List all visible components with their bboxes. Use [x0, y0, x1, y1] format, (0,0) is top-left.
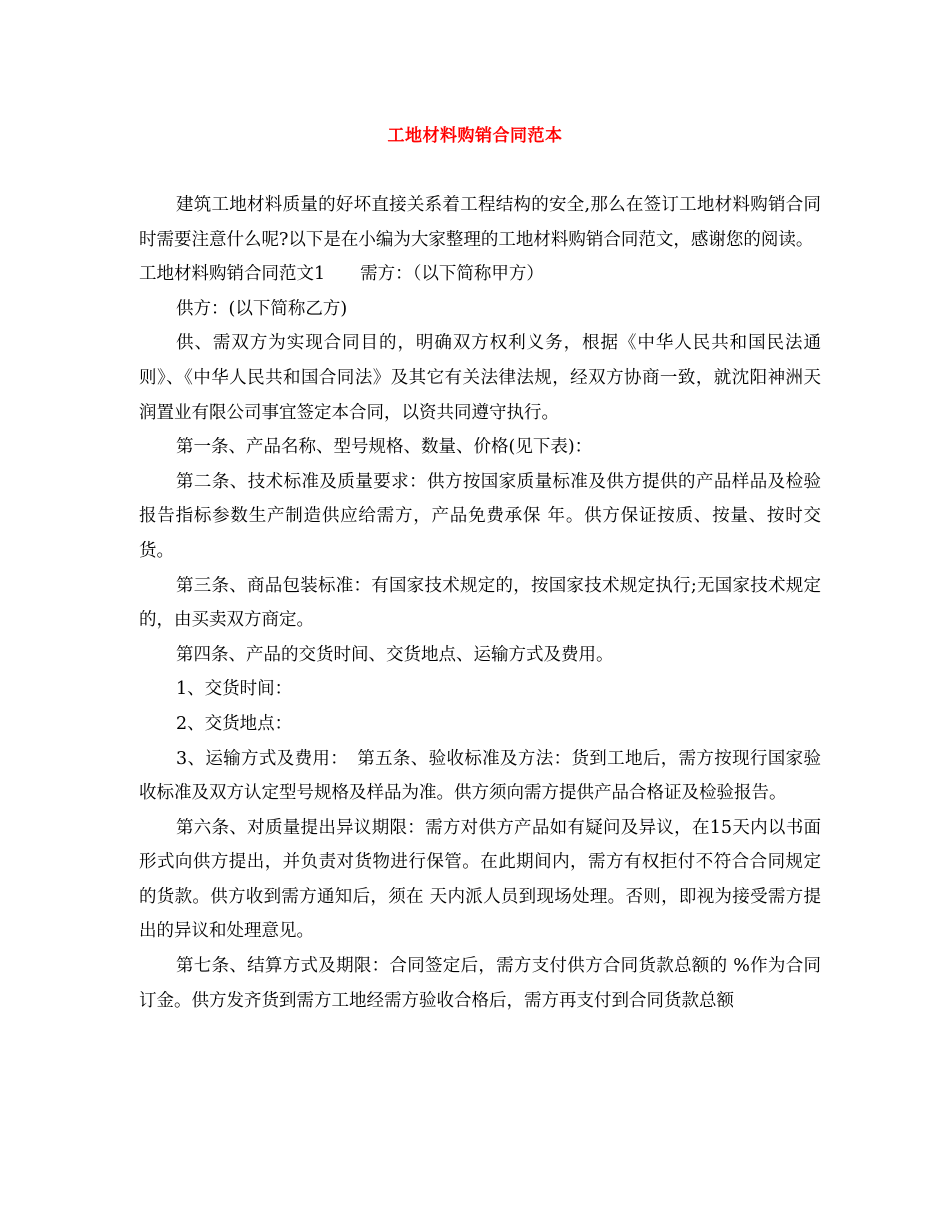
delivery-location-paragraph: 2、交货地点： — [176, 713, 293, 734]
article-2-paragraph: 第二条、技术标准及质量要求：供方按国家质量标准及供方提供的产品样品及检验报告指标参数生产制造供应给需方，产品免费承保 年。供方保证按质、按量、按时交货。 — [139, 471, 821, 561]
document-body — [139, 188, 821, 1018]
article-6-paragraph: 第六条、对质量提出异议期限：需方对供方产品如有疑问及异议，在15天内以书面形式向供方提出，并负责对货物进行保管。在此期间内，需方有权拒付不符合合同规定的货款。供方收到需方通知后，须在 天内派人员到现场处理。否则，即视为接受需方提出的异议和处理意见。 — [139, 817, 821, 942]
supplier-paragraph: 供方：(以下简称乙方) — [176, 298, 348, 319]
document-title: 工地材料购销合同范本 — [387, 126, 563, 146]
contract-heading-paragraph: 工地材料购销合同范文1 需方：（以下简称甲方） — [139, 264, 544, 285]
article-1-paragraph: 第一条、产品名称、型号规格、数量、价格(见下表)： — [176, 437, 593, 458]
preamble-paragraph: 供、需双方为实现合同目的，明确双方权利义务，根据《中华人民共和国民法通则》、《中华人民共和国合同法》及其它有关法律法规，经双方协商一致，就沈阳神洲天润置业有限公司事宜签定本合同，以资共同遵守执行。 — [139, 333, 821, 423]
article-7-paragraph: 第七条、结算方式及期限：合同签定后，需方支付供方合同货款总额的 %作为合同订金。供方发齐货到需方工地经需方验收合格后，需方再支付到合同货款总额 — [139, 956, 821, 1011]
transport-and-article-5-paragraph: 3、运输方式及费用： 第五条、验收标准及方法：货到工地后，需方按现行国家验收标准及双方认定型号规格及样品为准。供方须向需方提供产品合格证及检验报告。 — [139, 748, 821, 804]
article-4-paragraph: 第四条、产品的交货时间、交货地点、运输方式及费用。 — [176, 644, 614, 665]
article-3-paragraph: 第三条、商品包装标准：有国家技术规定的，按国家技术规定执行;无国家技术规定的，由买卖双方商定。 — [139, 575, 821, 631]
intro-paragraph: 建筑工地材料质量的好坏直接关系着工程结构的安全,那么在签订工地材料购销合同时需要注意什么呢?以下是在小编为大家整理的工地材料购销合同范文，感谢您的阅读。 — [139, 195, 821, 250]
delivery-time-paragraph: 1、交货时间： — [176, 679, 293, 700]
